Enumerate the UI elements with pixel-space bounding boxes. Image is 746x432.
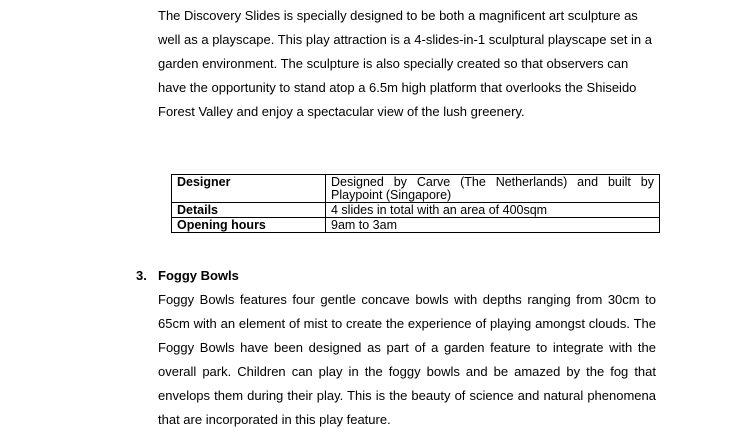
table-cell-label: Opening hours — [172, 218, 326, 233]
table-row — [172, 203, 660, 218]
table-cell-value: Designed by Carve (The Netherlands) and built by Playpoint (Singapore) — [326, 175, 660, 203]
table-cell-label: Designer — [172, 175, 326, 203]
table-cell-label: Details — [172, 203, 326, 218]
info-table — [171, 174, 660, 233]
foggy-bowls-paragraph: Foggy Bowls features four gentle concave bowls with depths ranging from 30cm to 65cm with an element of mist to create the experience of playing amongst clouds. The Foggy Bowls have been designed as part of a garden feature to integrate with the overall park. Children can play in the foggy bowls and be amazed by the fog that envelops them during their play. This is the beauty of science and natural phenomena that are incorporated in this play feature. — [158, 292, 656, 427]
section-title: Foggy Bowls — [158, 268, 239, 283]
discovery-slides-paragraph: The Discovery Slides is specially designed to be both a magnificent art sculpture as well as a playscape. This play attraction is a 4-slides-in-1 sculptural playscape set in a garden environment. The sculpture is also specially created so that observers can have the opportunity to stand atop a 6.5m high platform that overlooks the Shiseido Forest Valley and enjoy a spectacular view of the lush greenery. — [158, 8, 652, 119]
table-cell-value: 4 slides in total with an area of 400sqm — [326, 203, 660, 218]
table-row — [172, 175, 660, 203]
table-row — [172, 218, 660, 233]
table-cell-value: 9am to 3am — [326, 218, 660, 233]
section-number: 3. — [136, 268, 147, 283]
